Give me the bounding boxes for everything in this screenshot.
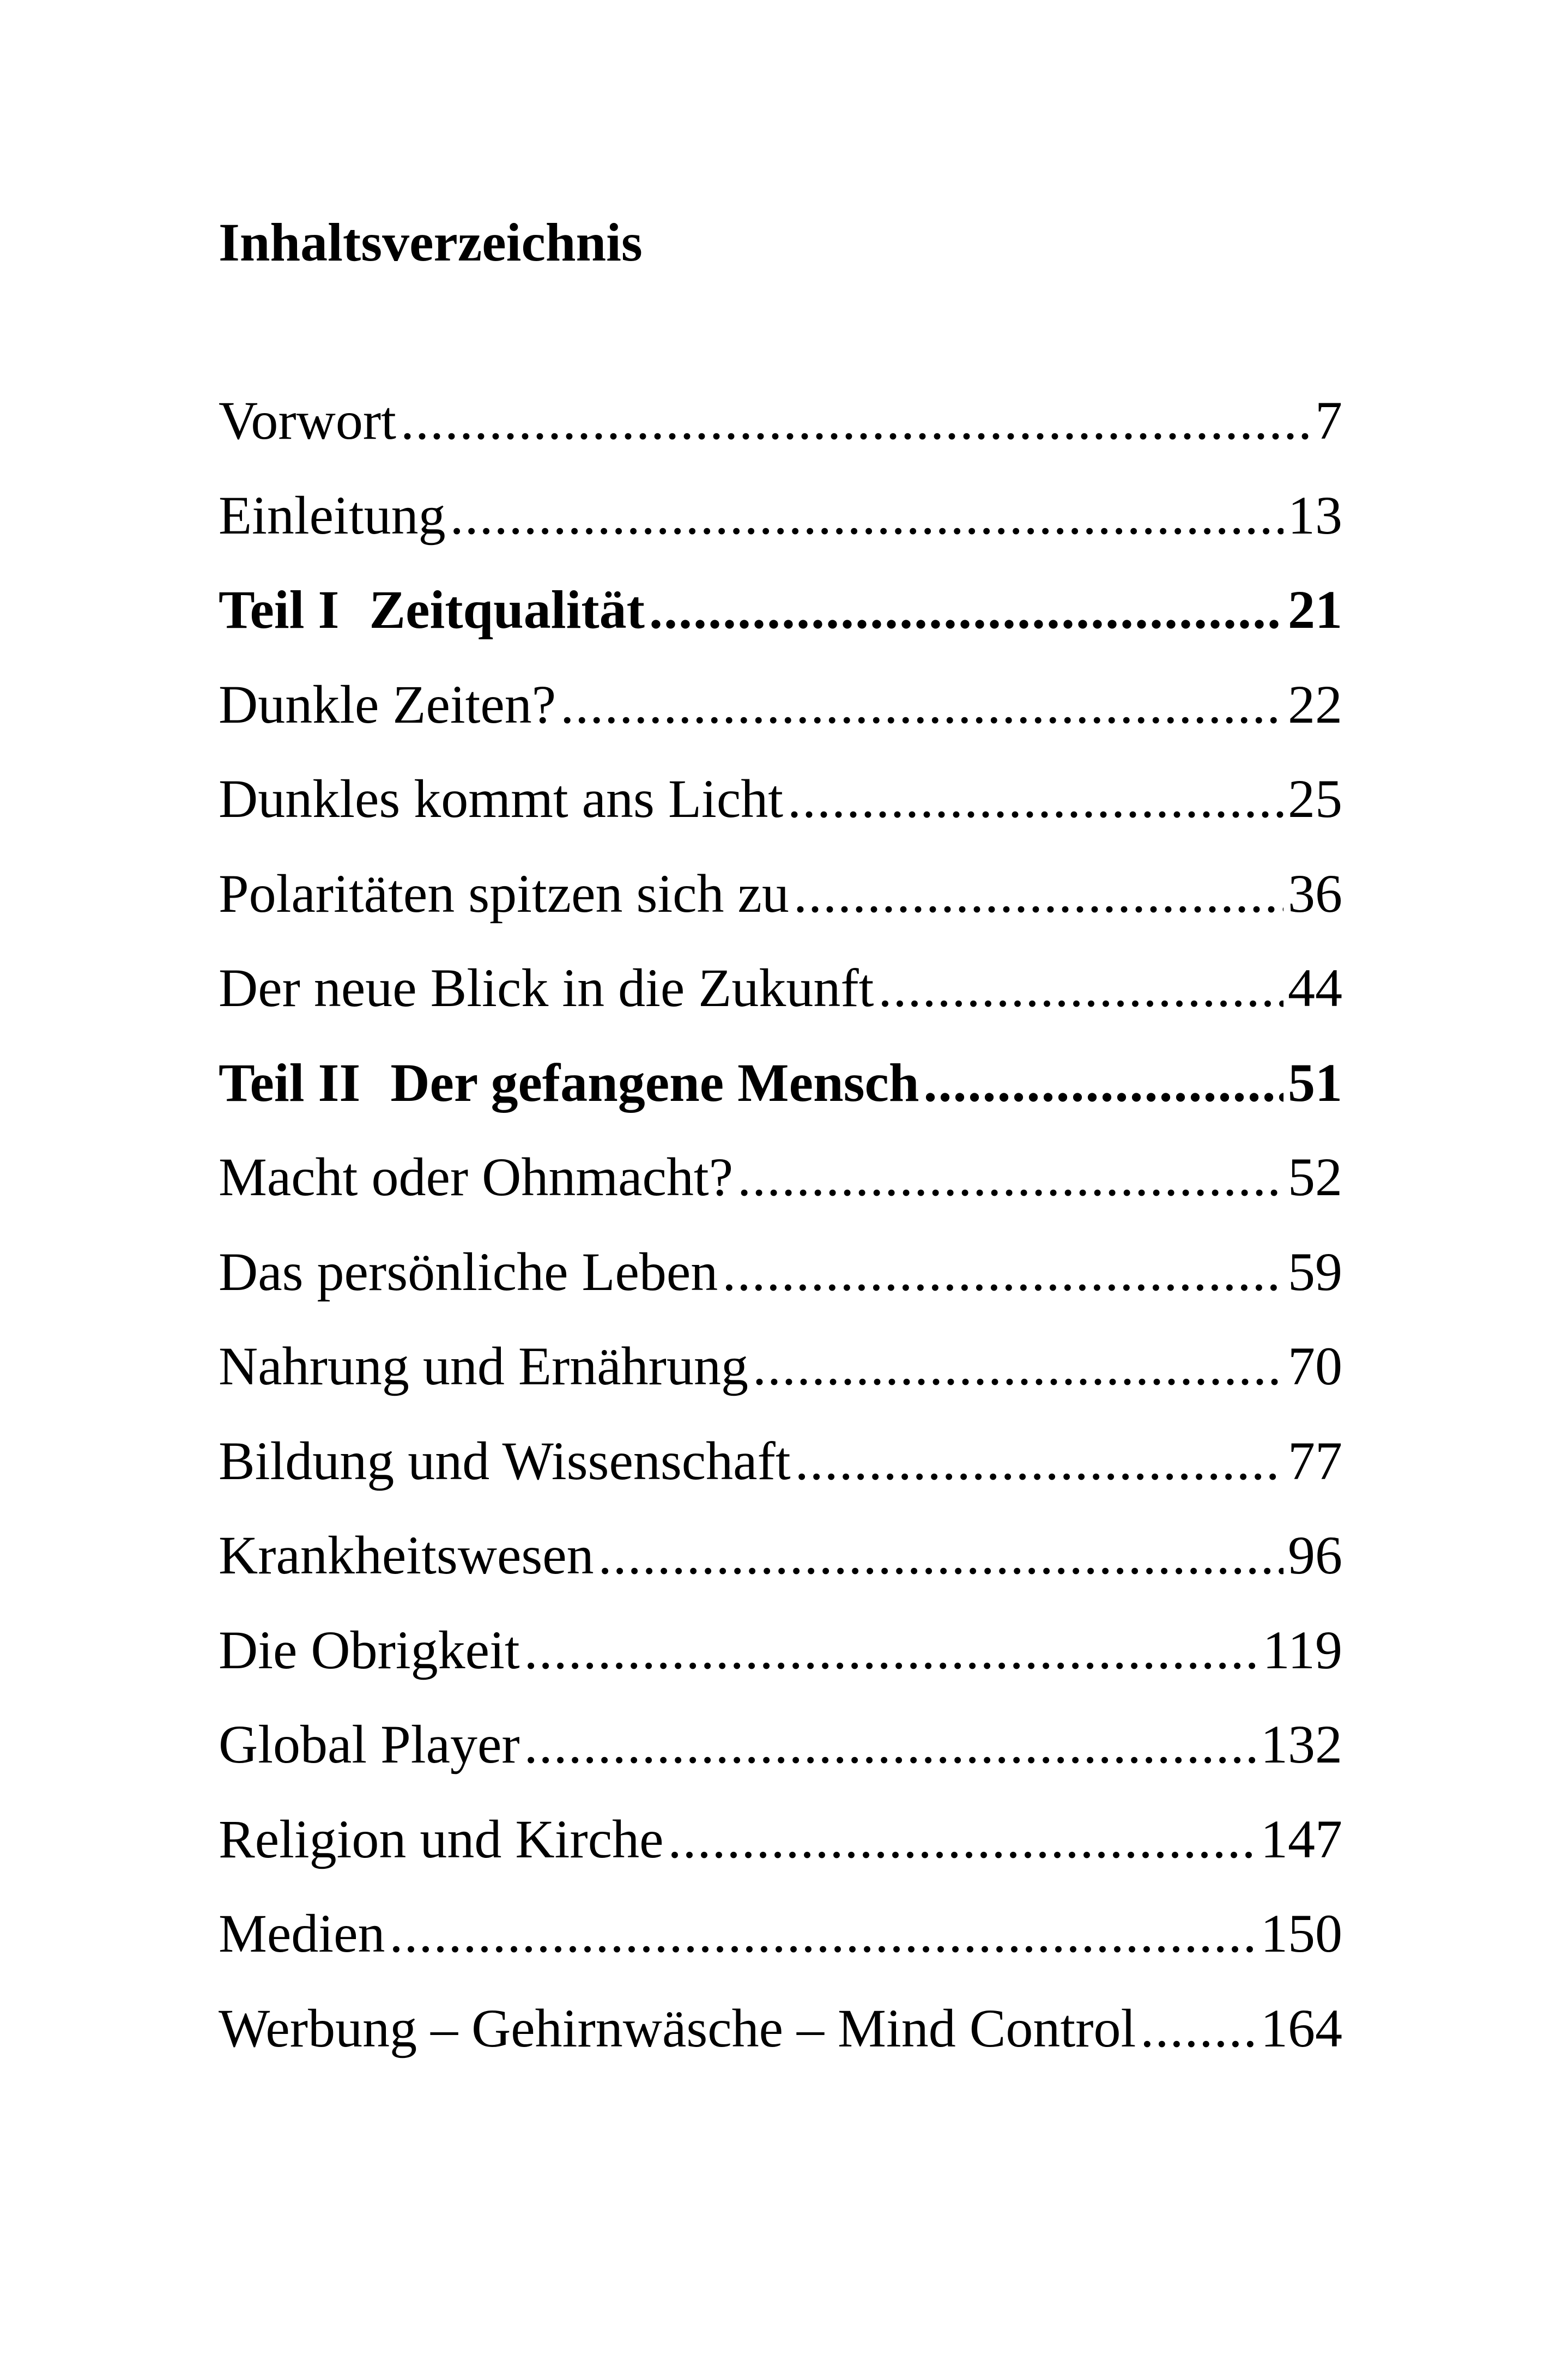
toc-entry-label	[219, 657, 556, 752]
toc-entry	[219, 1225, 1342, 1319]
toc-entry-title: Vorwort	[219, 390, 396, 451]
toc-page-number: 119	[1262, 1619, 1342, 1680]
toc-entry-label	[219, 1319, 748, 1414]
toc-entry-title: Die Obrigkeit	[219, 1619, 520, 1680]
toc-entry	[219, 1508, 1342, 1603]
toc-entry-label	[219, 1414, 791, 1509]
dot-leader	[1140, 1981, 1256, 2076]
toc-page-number: 132	[1261, 1714, 1342, 1775]
toc-entry	[219, 1981, 1342, 2076]
toc-entry	[219, 1886, 1342, 1981]
toc-entry-title: Werbung – Gehirnwäsche – Mind Control	[219, 1997, 1136, 2058]
dot-leader	[401, 373, 1311, 468]
toc-entry-label	[219, 373, 396, 468]
toc-entry-title: Dunkles kommt ans Licht	[219, 768, 783, 829]
toc-entry-label	[219, 752, 783, 846]
toc-page-number: 21	[1288, 579, 1342, 640]
dot-leader	[788, 752, 1283, 846]
dot-leader	[649, 562, 1283, 657]
toc-entry-title: Global Player	[219, 1714, 520, 1775]
toc-entry-label	[219, 1508, 594, 1603]
dot-leader	[524, 1603, 1258, 1698]
toc-entry-title: Religion und Kirche	[219, 1808, 664, 1869]
dot-leader	[753, 1319, 1283, 1414]
toc-page-number: 147	[1261, 1808, 1342, 1869]
toc-entry-label	[219, 846, 789, 941]
dot-leader	[450, 468, 1283, 563]
toc-entry-label	[219, 1981, 1136, 2076]
toc-entry-title: Nahrung und Ernährung	[219, 1336, 748, 1396]
dot-leader	[737, 1130, 1283, 1225]
dot-leader	[524, 1697, 1256, 1792]
toc-part-number: Teil II	[219, 1052, 361, 1113]
toc-entry-title: Das persönliche Leben	[219, 1241, 718, 1302]
toc-page-number: 25	[1288, 768, 1342, 829]
toc-entry-label	[219, 562, 645, 657]
toc-page-number: 59	[1288, 1241, 1342, 1302]
toc-page-number: 164	[1261, 1997, 1342, 2058]
toc-page-number: 96	[1288, 1525, 1342, 1585]
table-of-contents	[219, 373, 1342, 2075]
toc-page-number: 52	[1288, 1147, 1342, 1207]
toc-entry-label	[219, 941, 874, 1035]
toc-entry-title: Macht oder Ohnmacht?	[219, 1147, 734, 1207]
toc-page-number: 150	[1261, 1903, 1342, 1964]
toc-page-number: 13	[1288, 485, 1342, 546]
toc-entry	[219, 941, 1342, 1035]
toc-entry	[219, 373, 1342, 468]
toc-part-heading	[219, 1035, 1342, 1130]
toc-entry-title: Einleitung	[219, 485, 446, 546]
dot-leader	[722, 1225, 1283, 1319]
toc-entry-label	[219, 1697, 520, 1792]
toc-entry-title: Polaritäten spitzen sich zu	[219, 863, 789, 924]
toc-page-number: 70	[1288, 1336, 1342, 1396]
toc-entry-label	[219, 1603, 520, 1698]
toc-entry	[219, 1130, 1342, 1225]
toc-entry	[219, 657, 1342, 752]
toc-entry-title: Bildung und Wissenschaft	[219, 1430, 791, 1491]
page-title: Inhaltsverzeichnis	[219, 212, 643, 272]
toc-entry	[219, 846, 1342, 941]
toc-entry-title: Krankheitswesen	[219, 1525, 594, 1585]
toc-entry	[219, 752, 1342, 846]
toc-entry-label	[219, 1225, 718, 1319]
toc-entry-title: Der gefangene Mensch	[390, 1052, 919, 1113]
dot-leader	[389, 1886, 1256, 1981]
dot-leader	[923, 1035, 1283, 1130]
toc-entry-title: Zeitqualität	[369, 579, 645, 640]
dot-leader	[560, 657, 1283, 752]
toc-page-number: 36	[1288, 863, 1342, 924]
toc-page-number: 51	[1288, 1052, 1342, 1113]
toc-entry-label	[219, 1035, 919, 1130]
toc-entry-label	[219, 1792, 664, 1887]
toc-entry	[219, 1792, 1342, 1887]
dot-leader	[878, 941, 1283, 1035]
toc-page-number: 77	[1288, 1430, 1342, 1491]
dot-leader	[668, 1792, 1256, 1887]
toc-entry	[219, 468, 1342, 563]
toc-entry-label	[219, 468, 446, 563]
dot-leader	[795, 1414, 1283, 1509]
toc-entry-title: Der neue Blick in die Zukunft	[219, 958, 874, 1018]
toc-entry	[219, 1603, 1342, 1698]
toc-page-number: 7	[1315, 390, 1342, 451]
dot-leader	[598, 1508, 1283, 1603]
toc-part-heading	[219, 562, 1342, 657]
toc-entry-label	[219, 1886, 385, 1981]
toc-entry	[219, 1414, 1342, 1509]
toc-page-number: 22	[1288, 674, 1342, 735]
toc-entry-title: Medien	[219, 1903, 385, 1964]
toc-part-number: Teil I	[219, 579, 340, 640]
toc-entry-label	[219, 1130, 733, 1225]
toc-page-number: 44	[1288, 958, 1342, 1018]
dot-leader	[794, 846, 1283, 941]
toc-entry	[219, 1319, 1342, 1414]
toc-entry	[219, 1697, 1342, 1792]
toc-entry-title: Dunkle Zeiten?	[219, 674, 556, 735]
